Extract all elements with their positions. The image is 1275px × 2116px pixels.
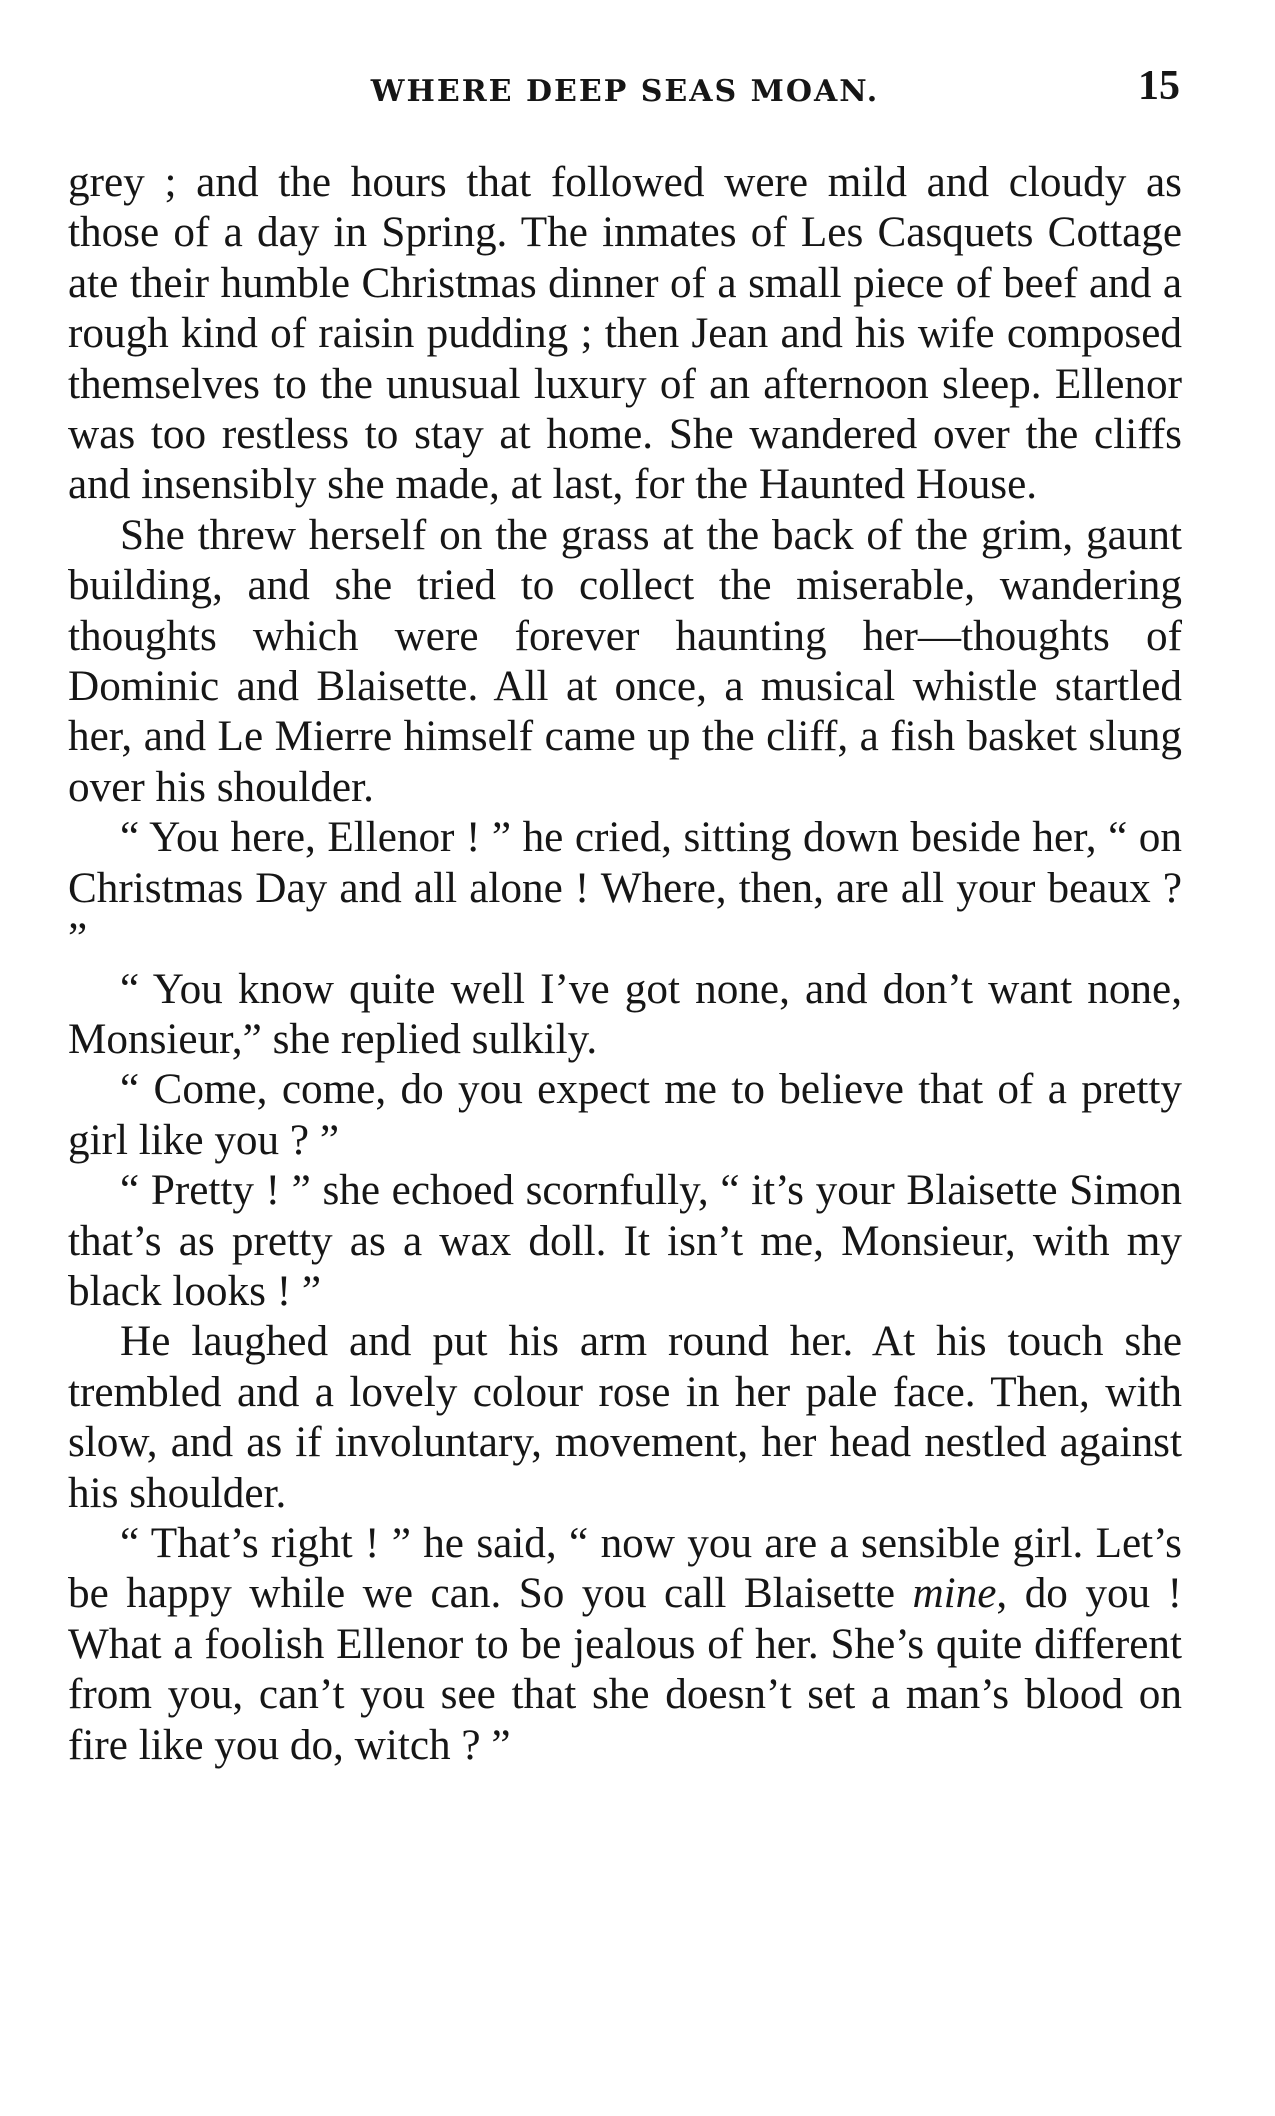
text-run: , do you ! What a foolish Ellenor to be jealous of her. She’s quite different from you, can’t you see that she doesn’t set a man’s blood on fire like you do, witch ? ” [68,1570,1182,1769]
body-text [68,158,1182,1771]
paragraph: “ Pretty ! ” she echoed scornfully, “ it’s your Blaisette Simon that’s as pretty as a wax doll. It isn’t me, Monsieur, with my black looks ! ” [68,1167,1182,1315]
text-run: “ That’s right ! ” he said, “ now you are a sensible girl. Let’s be happy while we can. So you call Blaisette [68,1519,1182,1618]
paragraph: “ You here, Ellenor ! ” he cried, sitting down beside her, “ on Christmas Day and all alone ! Where, then, are all your beaux ? ” [68,814,1182,963]
page-header [70,62,1180,122]
paragraph-last [68,1519,1182,1771]
paragraph-continued: grey ; and the hours that followed were mild and cloudy as those of a day in Spring. The inmates of Les Casquets Cottage ate their humble Christmas dinner of a small piece of beef and a rough kind of raisin pudding ; then Jean and his wife composed themselves to the unusual luxury of an afternoon sleep. Ellenor was too restless to stay at home. She wandered over the cliffs and insensibly she made, at last, for the Haunted House. [68,159,1182,509]
running-title: WHERE DEEP SEAS MOAN. [370,74,880,109]
page-number: 15 [1138,63,1180,109]
paragraph: “ You know quite well I’ve got none, and don’t want none, Monsieur,” she replied sulkily. [68,965,1182,1063]
paragraph: He laughed and put his arm round her. At his touch she trembled and a lovely colour rose in her pale face. Then, with slow, and as if involuntary, movement, her head nestled against his shoulder. [68,1318,1182,1517]
paragraph: She threw herself on the grass at the back of the grim, gaunt building, and she tried to collect the miserable, wandering thoughts which were forever haunting her—thoughts of Dominic and Blaisette. All at once, a musical whistle startled her, and Le Mierre himself came up the cliff, a fish basket slung over his shoulder. [68,511,1182,811]
italic-word: mine [912,1570,997,1618]
paragraph: “ Come, come, do you expect me to believe that of a pretty girl like you ? ” [68,1066,1182,1164]
